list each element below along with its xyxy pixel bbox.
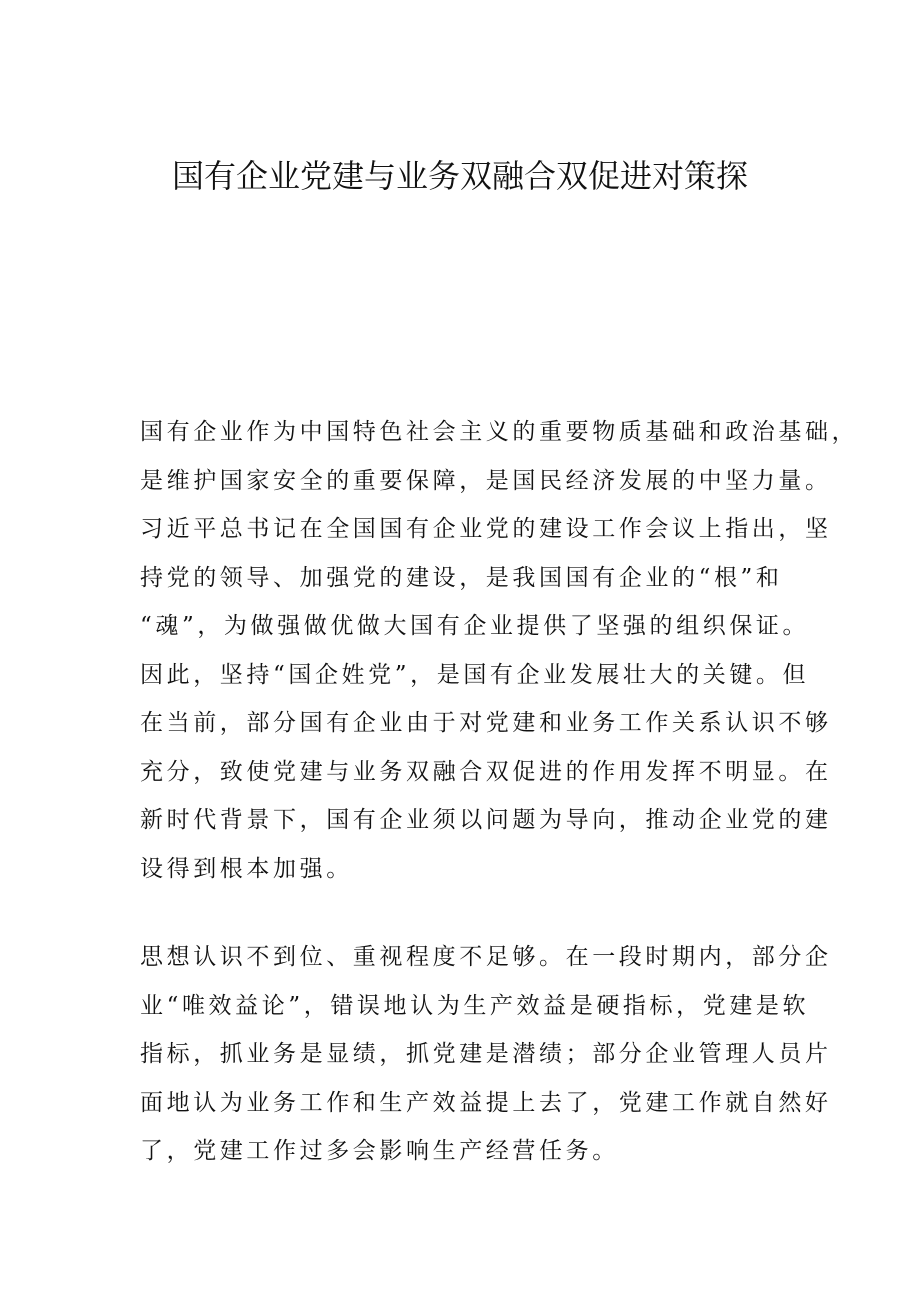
paragraph-line: 了，党建工作过多会影响生产经营任务。 xyxy=(140,1138,619,1164)
paragraph-line: 新时代背景下，国有企业须以问题为导向，推动企业党的建 xyxy=(140,807,832,833)
paragraph-line: 面地认为业务工作和生产效益提上去了，党建工作就自然好 xyxy=(140,1089,832,1116)
document-title: 国有企业党建与业务双融合双促进对策探 xyxy=(171,157,748,195)
paragraph-line: “魂”，为做强做优做大国有企业提供了坚强的组织保证。 xyxy=(140,613,810,639)
paragraph-line: 是维护国家安全的重要保障，是国民经济发展的中坚力量。 xyxy=(140,467,832,494)
paragraph-line: 国有企业作为中国特色社会主义的重要物质基础和政治基础， xyxy=(140,419,859,445)
paragraph-line: 习近平总书记在全国国有企业党的建设工作会议上指出，坚 xyxy=(140,516,832,542)
paragraph-intro xyxy=(140,408,859,893)
paragraph-line: 思想认识不到位、重视程度不足够。在一段时期内，部分企 xyxy=(140,944,832,970)
paragraph-line: 充分，致使党建与业务双融合双促进的作用发挥不明显。在 xyxy=(140,758,832,785)
paragraph-line: 因此，坚持“国企姓党”，是国有企业发展壮大的关键。但 xyxy=(140,661,810,688)
paragraph-line: 设得到根本加强。 xyxy=(140,855,353,882)
paragraph-line: 业“唯效益论”，错误地认为生产效益是硬指标，党建是软 xyxy=(140,992,810,1019)
paragraph-line: 指标，抓业务是显绩，抓党建是潜绩；部分企业管理人员片 xyxy=(140,1041,832,1067)
paragraph-line: 在当前，部分国有企业由于对党建和业务工作关系认识不够 xyxy=(140,710,832,736)
paragraph-problem xyxy=(140,933,832,1176)
paragraph-line: 持党的领导、加强党的建设，是我国国有企业的“根”和 xyxy=(140,564,783,591)
